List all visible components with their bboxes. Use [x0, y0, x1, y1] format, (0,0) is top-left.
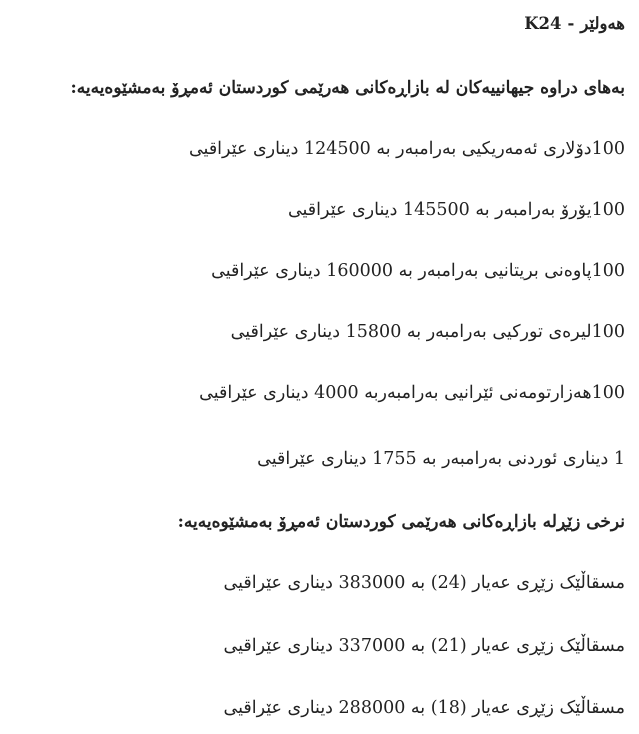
currency-rate-gbp: 100پاوەنی بریتانیی بەرامبەر بە 160000 دیناری عێراقیی — [211, 261, 625, 281]
dateline-city: هەولێر — [580, 14, 625, 33]
dateline — [8, 12, 625, 36]
gold-rate-21k: مسقاڵێک زێڕی عەیار (21) بە 337000 دیناری عێراقیی — [223, 636, 625, 656]
currency-rate-try: 100لیرەی تورکیی بەرامبەر بە 15800 دیناری عێراقیی — [230, 322, 625, 342]
currency-heading: بەهای دراوە جیهانییەکان لە بازاڕەکانی هەرێمی کوردستان ئەمڕۆ بەمشێوەیەیە: — [70, 78, 625, 98]
currency-rate-eur: 100یۆرۆ بەرامبەر بە 145500 دیناری عێراقیی — [287, 200, 625, 220]
currency-rate-irr: 100هەزارتومەنی ئێرانیی بەرامبەربە 4000 دیناری عێراقیی — [199, 383, 625, 403]
currency-rate-usd: 100دۆلاری ئەمەریکیی بەرامبەر بە 124500 دیناری عێراقیی — [188, 139, 625, 159]
dateline-separator: - — [567, 14, 575, 33]
gold-heading: نرخی زێڕلە بازاڕەکانی هەرێمی کوردستان ئەمڕۆ بەمشێوەیەیە: — [177, 512, 625, 532]
dateline-source: K24 — [524, 14, 562, 33]
gold-rate-18k: مسقاڵێک زێڕی عەیار (18) بە 288000 دیناری عێراقیی — [223, 698, 625, 718]
currency-rate-jod: 1 دیناری ئوردنی بەرامبەر بە 1755 دیناری عێراقیی — [257, 449, 625, 469]
gold-rate-24k: مسقاڵێک زێڕی عەیار (24) بە 383000 دیناری عێراقیی — [223, 573, 625, 593]
